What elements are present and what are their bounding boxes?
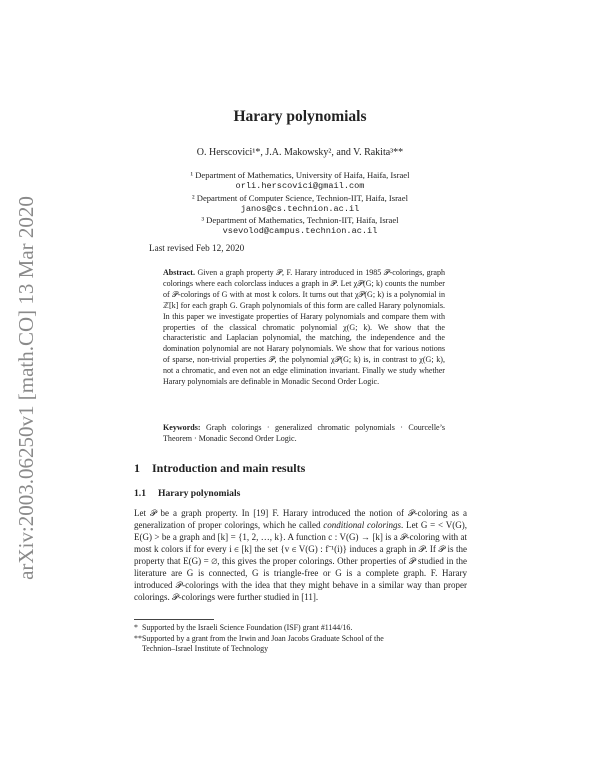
affiliation-1: [0, 170, 600, 192]
subsection-heading: [134, 488, 240, 499]
paper-title: Harary polynomials: [233, 108, 367, 125]
email-address[interactable]: orli.herscovici@gmail.com: [235, 181, 365, 191]
abstract-label: Abstract.: [163, 268, 195, 277]
affiliation-line: ¹ Department of Mathematics, University of Haifa, Haifa, Israel: [190, 170, 410, 180]
keywords-label: Keywords:: [163, 423, 201, 432]
footnote-continuation: Technion–Israel Institute of Technology: [142, 644, 269, 654]
abstract: [163, 268, 445, 388]
footnote-mark: *: [134, 623, 138, 632]
body-paragraph: [134, 507, 467, 603]
email-address[interactable]: janos@cs.technion.ac.il: [240, 204, 360, 214]
subsection-number: 1.1: [134, 488, 146, 499]
section-number: 1: [134, 461, 140, 475]
affiliation-2: [0, 193, 600, 215]
footnote-text: Supported by a grant from the Irwin and Joan Jacobs Graduate School of the: [142, 634, 384, 643]
footnote-1: [134, 623, 467, 633]
footnote-rule: [134, 619, 214, 620]
body-text-part-1: Let 𝒫 be a graph property. In [19] F. Harary introduced the notion of 𝒫-coloring as a generalization of proper colorings, which he called: [134, 508, 467, 531]
keywords: [163, 423, 445, 445]
affiliation-line: ² Department of Computer Science, Technion-IIT, Haifa, Israel: [192, 193, 408, 203]
footnote-text: Supported by the Israeli Science Foundation (ISF) grant #1144/16.: [142, 623, 353, 632]
abstract-text: Given a graph property 𝒫, F. Harary introduced in 1985 𝒫-colorings, graph colorings where each colorclass induces a graph in 𝒫. Let χ𝒫(G; k) counts the number of 𝒫-colorings of G with at most k colors. It turns out that χ𝒫(G; k) is a polynomial in ℤ[k] for each graph G. Graph polynomials of this form are called Harary polynomials. In this paper we investigate properties of Harary polynomials and compare them with properties of the classical chromatic polynomial χ(G; k). We show that the characteristic and Laplacian polynomial, the matching, the independence and the domination polynomial are not Harary polynomials. We show that for various notions of sparse, non-trivial properties 𝒫, the polynomial χ𝒫(G; k) is, in contrast to χ(G; k), not a chromatic, and even not an edge elimination invariant. Finally we study whether Harary polynomials are definable in Monadic Second Order Logic.: [163, 268, 446, 387]
affiliation-3: [0, 215, 600, 237]
emphasis-text: conditional colorings: [323, 520, 402, 531]
section-title: Introduction and main results: [152, 461, 306, 475]
arxiv-identifier-stamp: arXiv:2003.06250v1 [math.CO] 13 Mar 2020: [14, 196, 38, 580]
footnote-mark: **: [134, 634, 142, 643]
keywords-text: Graph colorings · generalized chromatic polynomials · Courcelle’s Theorem · Monadic Second Order Logic.: [163, 423, 445, 443]
subsection-title: Harary polynomials: [158, 488, 241, 499]
author-list: O. Herscovici¹*, J.A. Makowsky², and V. Rakita³**: [196, 147, 404, 158]
revision-date: Last revised Feb 12, 2020: [149, 243, 245, 253]
email-address[interactable]: vsevolod@campus.technion.ac.il: [222, 226, 378, 236]
footnote-2: [134, 634, 467, 654]
affiliation-line: ³ Department of Mathematics, Technion-IIT, Haifa, Israel: [201, 215, 399, 225]
body-text-part-2: . Let G = < V(G), E(G) > be a graph and [k] = {1, 2, …, k}. A function c : V(G) → [k] is a 𝒫-coloring with at most k colors if for every i ∈ [k] the set {v ∈ V(G) : f⁻¹(i)} induces a graph in 𝒫. If 𝒫 is the property that E(G) = ∅, this gives the proper colorings. Other properties of 𝒫 studied in the literature are G is connected, G is triangle-free or G is a complete graph. F. Harary introduced 𝒫-colorings with the idea that they might behave in a similar way than proper colorings. 𝒫-colorings were further studied in [11].: [134, 520, 467, 603]
section-heading: [134, 461, 305, 476]
